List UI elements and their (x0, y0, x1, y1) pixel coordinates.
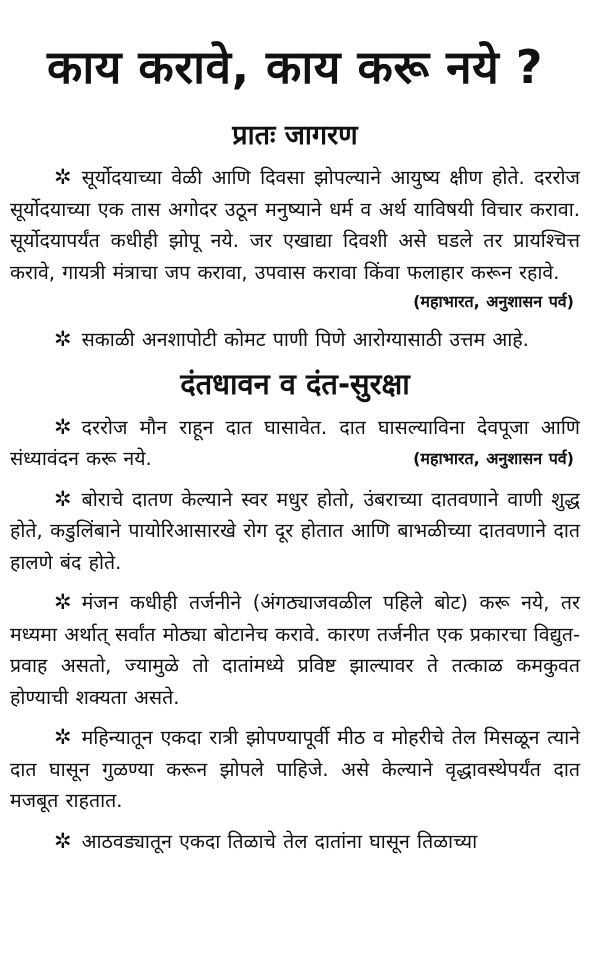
paragraph-text: सूर्योदयाच्या वेळी आणि दिवसा झोपल्याने आयुष्य क्षीण होते. दररोज सूर्योदयाच्या एक तास अगोदर उठून मनुष्याने धर्म व अर्थ याविषयी विचार करावा. सूर्योदयापर्यंत कधीही झोपू नये. जर एखाद्या दिवशी असे घडले तर प्रायश्चित्त करावे, गायत्री मंत्राचा जप करावा, उपवास करावा किंवा फलाहार करून रहावे. (10, 166, 580, 284)
paragraph (10, 162, 580, 315)
bullet-star-icon: ✲ (54, 486, 72, 511)
paragraph (10, 484, 580, 579)
paragraph (10, 722, 580, 817)
source-citation: (महाभारत, अनुशासन पर्व) (413, 449, 574, 468)
bullet-star-icon: ✲ (54, 590, 72, 614)
paragraph (10, 324, 580, 356)
paragraph-truncated (10, 826, 580, 858)
paragraph-text: बोराचे दातण केल्याने स्वर मधुर होतो, उंबराच्या दातवणाने वाणी शुद्ध होते, कडुलिंबाने पायोरिआसारखे रोग दूर होतात आणि बाभळीच्या दातवणाने दात हालणे बंद होते. (10, 487, 580, 574)
section-heading-pratah-jagaran: प्रातः जागरण (232, 120, 358, 151)
page-title: काय करावे, काय करू नये ? (47, 40, 543, 94)
paragraph-text: सकाळी अनशापोटी कोमट पाणी पिणे आरोग्यासाठी उत्तम आहे. (81, 328, 529, 351)
source-citation: (महाभारत, अनुशासन पर्व) (413, 292, 574, 311)
bullet-star-icon: ✲ (54, 828, 72, 853)
paragraph (10, 412, 580, 475)
bullet-star-icon: ✲ (54, 327, 72, 351)
bullet-star-icon: ✲ (54, 165, 72, 189)
paragraph (10, 587, 580, 713)
bullet-star-icon: ✲ (54, 725, 72, 749)
paragraph-text: मंजन कधीही तर्जनीने (अंगठ्याजवळील पहिले बोट) करू नये, तर मध्यमा अर्थात् सर्वांत मोठ्या बोटानेच करावे. कारण तर्जनीत एक प्रकारचा विद्युत-प्रवाह असतो, ज्यामुळे तो दातांमध्ये प्रविष्ट झाल्यावर ते तत्काळ कमकुवत होण्याची शक्यता असते. (10, 591, 580, 709)
paragraph-text: महिन्यातून एकदा रात्री झोपण्यापूर्वी मीठ व मोहरीचे तेल मिसळून त्याने दात घासून गुळण्या करून झोपले पाहिजे. असे केल्याने वृद्धावस्थेपर्यंत दात मजबूत राहतात. (10, 726, 580, 812)
paragraph-text: आठवड्यातून एकदा तिळाचे तेल दातांना घासून तिळाच्या (81, 829, 478, 853)
paragraph-text: दररोज मौन राहून दात घासावेत. दात घासल्याविना देवपूजा आणि संध्यावंदन करू नये. (10, 415, 580, 470)
section-heading-dantdhavan: दंतधावन व दंत-सुरक्षा (180, 366, 410, 401)
bullet-star-icon: ✲ (54, 414, 72, 439)
